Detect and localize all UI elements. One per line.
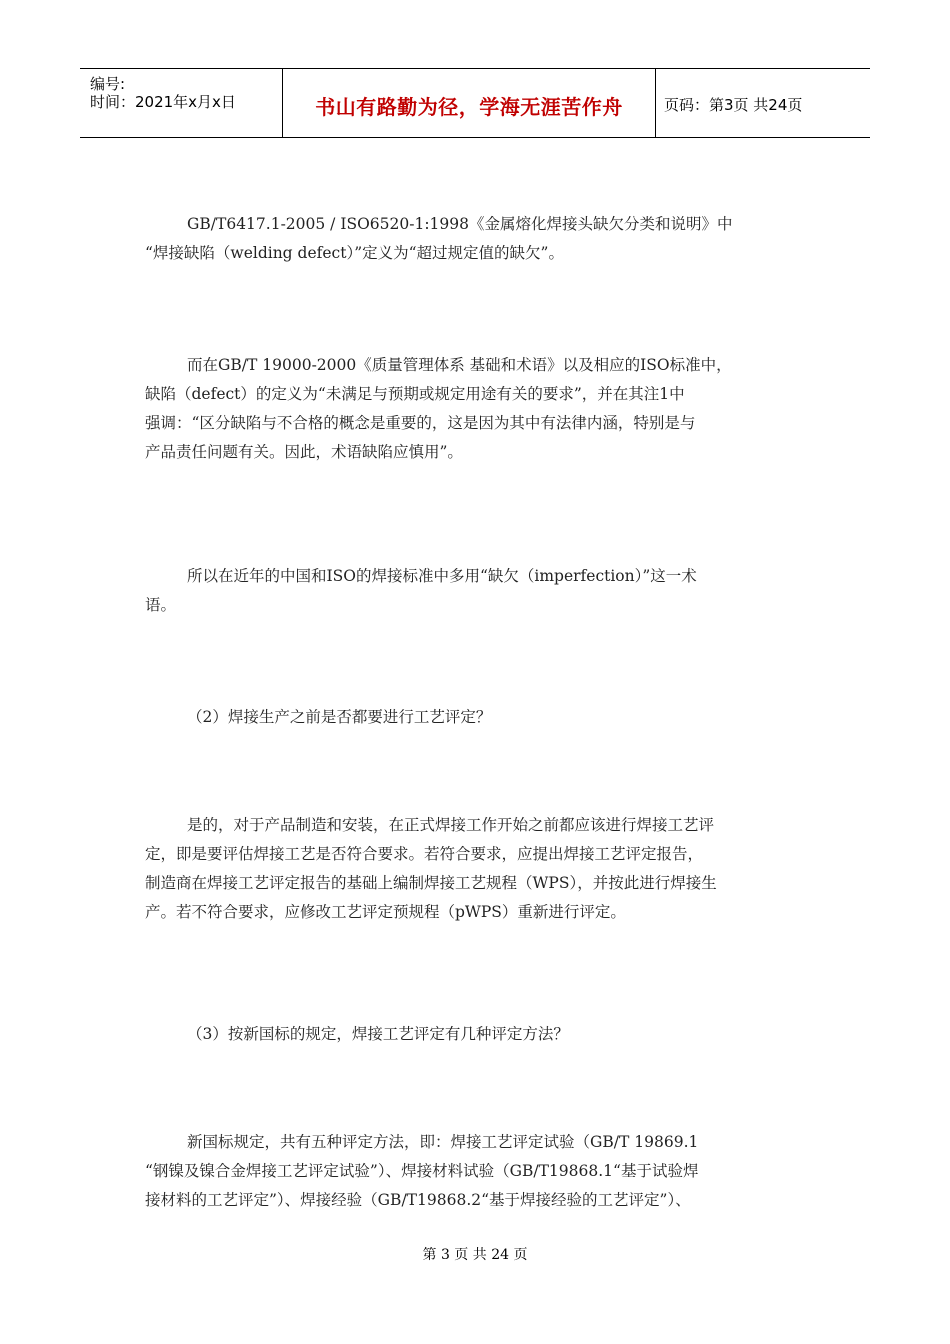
page-footer: 第 3 页 共 24 页 — [422, 1247, 528, 1263]
text-line: GB/T6417.1-2005 / ISO6520-1:1998《金属熔化焊接头缺欠分类和说明》中 — [187, 215, 733, 233]
header-page-cell — [656, 69, 870, 137]
text-line: 新国标规定，共有五种评定方法，即：焊接工艺评定试验（GB/T 19869.1 — [187, 1133, 699, 1151]
text-line: 而在GB/T 19000-2000《质量管理体系 基础和术语》以及相应的ISO标准中， — [187, 356, 732, 374]
text-line: 定，即是要评估焊接工艺是否符合要求。若符合要求，应提出焊接工艺评定报告， — [145, 845, 704, 863]
document-time-label: 时间：2021年x月x日 — [90, 93, 236, 111]
text-line: 产。若不符合要求，应修改工艺评定预规程（pWPS）重新进行评定。 — [145, 903, 626, 921]
text-line: 缺陷（defect）的定义为“未满足与预期或规定用途有关的要求”，并在其注1中 — [145, 385, 685, 403]
header-info-cell — [80, 69, 283, 137]
header-motto: 书山有路勤为径，学海无涯苦作舟 — [315, 95, 623, 119]
paragraph-answer-3 — [145, 1128, 805, 1215]
header-page-number: 页码：第3页 共24页 — [664, 96, 803, 114]
document-number-label: 编号: — [90, 75, 126, 93]
text-line: （2）焊接生产之前是否都要进行工艺评定？ — [187, 708, 492, 726]
text-line: 所以在近年的中国和ISO的焊接标准中多用“缺欠（imperfection）”这一术 — [187, 567, 697, 585]
text-line: 语。 — [145, 596, 177, 614]
question-3-heading — [145, 1020, 805, 1049]
text-line: 是的，对于产品制造和安装，在正式焊接工作开始之前都应该进行焊接工艺评 — [187, 816, 715, 834]
text-line: （3）按新国标的规定，焊接工艺评定有几种评定方法？ — [187, 1025, 569, 1043]
text-line: 接材料的工艺评定”）、焊接经验（GB/T19868.2“基于焊接经验的工艺评定”）、 — [145, 1191, 691, 1209]
text-line: “钢镍及镍合金焊接工艺评定试验”）、焊接材料试验（GB/T19868.1“基于试验焊 — [145, 1162, 699, 1180]
text-line: 产品责任问题有关。因此，术语缺陷应慎用”。 — [145, 443, 463, 461]
text-line: 制造商在焊接工艺评定报告的基础上编制焊接工艺规程（WPS），并按此进行焊接生 — [145, 874, 717, 892]
paragraph-answer-2 — [145, 811, 805, 927]
paragraph-imperfection-term — [145, 562, 805, 620]
text-line: “焊接缺陷（welding defect）”定义为“超过规定值的缺欠”。 — [145, 244, 564, 262]
paragraph-definition-gb6417 — [145, 210, 805, 268]
page-header — [80, 68, 870, 138]
question-2-heading — [145, 703, 805, 732]
paragraph-definition-gb19000 — [145, 351, 805, 467]
header-motto-cell — [283, 69, 656, 137]
text-line: 强调：“区分缺陷与不合格的概念是重要的，这是因为其中有法律内涵，特别是与 — [145, 414, 696, 432]
